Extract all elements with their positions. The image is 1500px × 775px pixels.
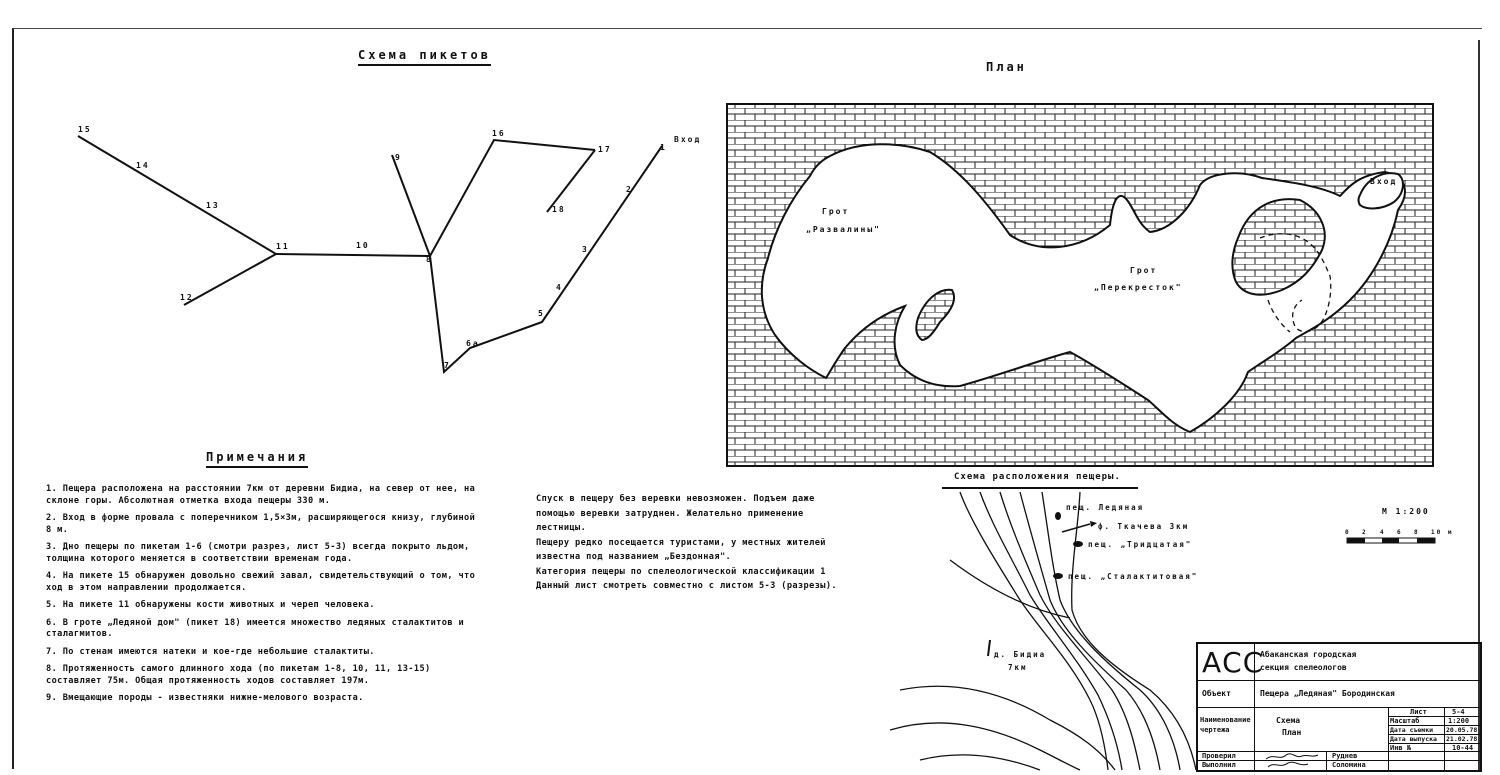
title-block xyxy=(1196,642,1482,772)
survey-line-11-12 xyxy=(184,254,276,305)
title-block-survey-value: 20.05.78 xyxy=(1446,726,1478,734)
picket-label-3: 3 xyxy=(582,245,589,254)
grotto1-name: „Развалины" xyxy=(806,225,881,234)
title-block-scale-value: 1:200 xyxy=(1448,717,1470,725)
location-contours xyxy=(890,492,1199,770)
note2-4: Данный лист смотреть совместно с листом 5-3 (разрезы). xyxy=(536,581,837,591)
picket-label-7: 7 xyxy=(444,361,451,370)
title-block-drawing-value2: План xyxy=(1282,728,1302,737)
title-block-issue-label: Дата выпуска xyxy=(1390,735,1437,743)
picket-label-5: 5 xyxy=(538,309,545,318)
picket-label-1: 1 xyxy=(660,143,667,152)
grotto2-label: Грот xyxy=(1130,266,1158,275)
location-cave2-note: ф. Ткачева 3км xyxy=(1098,522,1190,531)
title-block-drawing-value1: Схема xyxy=(1276,716,1301,725)
title-block-checked-name: Руднев xyxy=(1332,752,1358,760)
title-block-logo: АСС xyxy=(1202,646,1264,679)
title-block-sheet-value: 5-4 xyxy=(1452,708,1465,716)
location-village-label: д. Бидиа xyxy=(994,650,1047,659)
title-block-org-line2: секция спелеологов xyxy=(1260,663,1347,672)
scale-tick-4: 4 xyxy=(1380,529,1386,536)
picket-label-4: 4 xyxy=(556,283,563,292)
title-block-sheet-label: Лист xyxy=(1410,708,1427,716)
picket-label-15: 15 xyxy=(78,125,92,134)
note-7: 7. По стенам имеются натеки и кое-где небольшие сталактиты. xyxy=(46,646,375,657)
survey-line-17-18 xyxy=(547,150,595,212)
note-6: 6. В гроте „Ледяной дом" (пикет 18) имеется множество ледяных сталактитов и сталагмитов. xyxy=(46,617,465,639)
note-9: 9. Вмещающие породы - известняки нижне-мелового возраста. xyxy=(46,693,364,703)
note-1: 1. Пещера расположена на расстоянии 7км от деревни Бидиа, на север от нее, на склоне горы. Абсолютная отметка входа пещеры 330 м. xyxy=(46,484,476,506)
picket-label-14: 14 xyxy=(136,161,150,170)
scale-bar xyxy=(1345,507,1453,543)
picket-label-9: 9 xyxy=(395,153,402,162)
location-arrow-head xyxy=(1090,521,1097,527)
title-block-signatures xyxy=(1262,751,1322,770)
title-block-drawing-label1: Наименование xyxy=(1200,716,1251,724)
scale-tick-10: 10 м xyxy=(1431,529,1454,536)
note2-3: Категория пещеры по спелеологической классификации 1 xyxy=(536,566,826,577)
scale-tick-6: 6 xyxy=(1397,529,1403,536)
location-labels xyxy=(994,503,1198,672)
survey-line-main xyxy=(430,140,662,372)
grotto1-label: Грот xyxy=(822,207,850,216)
location-cave2-label: пещ. „Тридцатая" xyxy=(1088,540,1193,549)
picket-label-13: 13 xyxy=(206,201,220,210)
location-cave1-label: пещ. Ледяная xyxy=(1066,503,1145,512)
picket-label-6a: 6а xyxy=(466,339,480,348)
picket-label-8: 8 xyxy=(426,255,433,264)
village-marker xyxy=(988,640,990,656)
title-block-org-line1: Абаканская городская xyxy=(1260,650,1357,659)
location-cave-markers xyxy=(1053,512,1083,579)
note2-2: Пещеру редко посещается туристами, у местных жителей известна под названием „Бездонная". xyxy=(536,537,826,562)
note-3: 3. Дно пещеры по пикетам 1-6 (смотри разрез, лист 5-3) всегда покрыто льдом, толщина которого меняется в соответствии временам года. xyxy=(46,542,470,564)
survey-line-8-11 xyxy=(276,254,430,256)
title-block-made-name: Соломина xyxy=(1332,761,1366,769)
picket-label-12: 12 xyxy=(180,293,194,302)
notes-list xyxy=(46,484,486,711)
notes-title: Примечания xyxy=(206,450,308,468)
location-title: Схема расположения пещеры. xyxy=(954,472,1121,482)
picket-label-17: 17 xyxy=(598,145,612,154)
note-8: 8. Протяженность самого длинного хода (по пикетам 1-8, 10, 11, 13-15) составляет 75м. Общая протяженность ходов составляет 197м. xyxy=(46,664,431,686)
title-block-made-label: Выполнил xyxy=(1202,761,1236,769)
title-block-object-label: Объект xyxy=(1202,689,1231,698)
picket-label-18: 18 xyxy=(552,205,566,214)
title-block-scale-label: Масштаб xyxy=(1390,717,1420,725)
picket-label-entrance: Вход xyxy=(674,135,702,144)
grotto2-name: „Перекресток" xyxy=(1094,283,1183,292)
picket-label-2: 2 xyxy=(626,185,633,194)
picket-label-10: 10 xyxy=(356,241,370,250)
title-block-inv-label: Инв № xyxy=(1390,744,1412,752)
title-block-checked-label: Проверил xyxy=(1202,752,1236,760)
note-4: 4. На пикете 15 обнаружен довольно свежий завал, свидетельствующий о том, что ход в этом направлении продолжается. xyxy=(46,571,476,593)
scale-tick-2: 2 xyxy=(1362,529,1368,536)
scale-tick-8: 8 xyxy=(1414,529,1420,536)
title-block-drawing-label2: чертежа xyxy=(1200,726,1230,734)
picket-labels xyxy=(78,125,701,370)
picket-scheme-title: Схема пикетов xyxy=(358,48,491,66)
scale-tick-0: 0 xyxy=(1345,529,1351,536)
note2-1: Спуск в пещеру без веревки невозможен. Подъем даже помощью веревки затруднен. Желательно применение лестницы. xyxy=(536,494,815,533)
picket-label-11: 11 xyxy=(276,242,290,251)
plan-entrance-label: Вход xyxy=(1370,177,1398,186)
picket-label-16: 16 xyxy=(492,129,506,138)
scale-label: М 1:200 xyxy=(1382,507,1430,516)
title-block-inv-value: 10-44 xyxy=(1452,744,1474,752)
note-5: 5. На пикете 11 обнаружены кости животных и череп человека. xyxy=(46,600,375,610)
plan-title: План xyxy=(986,60,1027,74)
location-cave3-label: пещ. „Сталактитовая" xyxy=(1068,572,1199,581)
survey-line-8-9 xyxy=(392,155,430,256)
location-village-dist: 7км xyxy=(1008,663,1028,672)
picket-scheme-lines xyxy=(78,136,662,372)
note-2: 2. Вход в форме провала с поперечником 1,5×3м, расширяющегося книзу, глубиной 8 м. xyxy=(46,513,476,535)
notes-continued xyxy=(536,492,846,594)
title-block-issue-value: 21.02.78 xyxy=(1446,735,1478,743)
survey-line-11-15 xyxy=(78,136,276,254)
title-block-survey-label: Дата съемки xyxy=(1390,726,1434,734)
title-block-object-value: Пещера „Ледяная" Бородинская xyxy=(1260,689,1395,698)
